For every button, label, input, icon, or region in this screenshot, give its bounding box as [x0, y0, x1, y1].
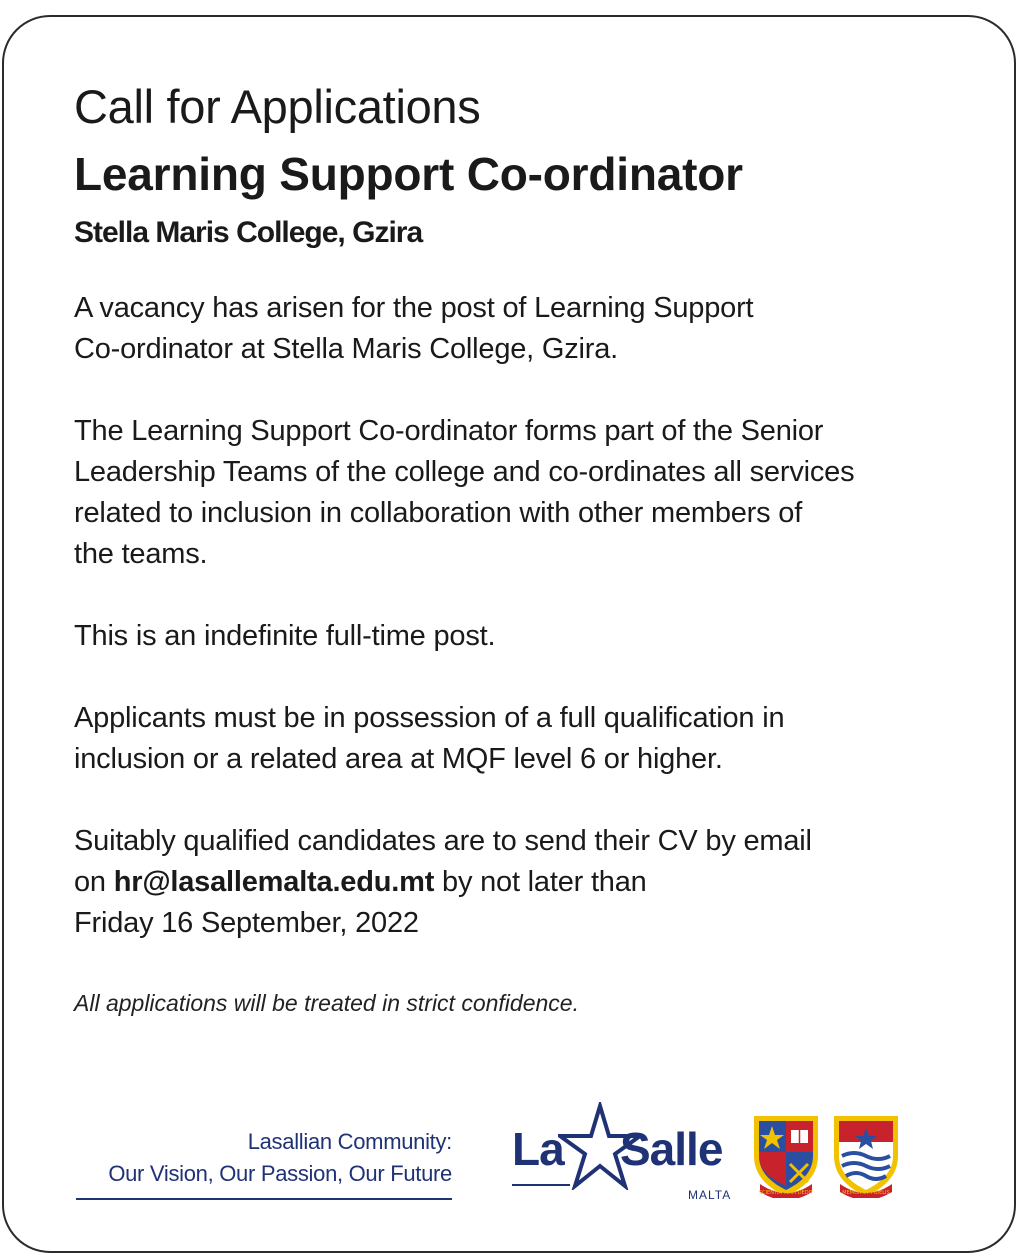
text-line: Leadership Teams of the college and co-ordinates all services	[74, 456, 855, 488]
text-line: inclusion or a related area at MQF level 6 or higher.	[74, 743, 723, 775]
paragraph-apply	[74, 821, 954, 944]
notice-content	[74, 78, 954, 1018]
tagline-line: Lasallian Community:	[247, 1129, 452, 1154]
text-line: Friday 16 September, 2022	[74, 907, 419, 939]
college-crest-right-icon	[830, 1112, 902, 1198]
kicker-heading: Call for Applications	[74, 80, 481, 133]
logo-country: MALTA	[688, 1188, 732, 1202]
text-line	[74, 862, 954, 903]
crest-motto: SCIENTIA VIAM DEDIT	[758, 1190, 814, 1196]
logo-word-la: La	[512, 1123, 564, 1175]
text-fragment: on	[74, 866, 114, 898]
confidentiality-note: All applications will be treated in strict confidence.	[74, 990, 579, 1016]
tagline-line: Our Vision, Our Passion, Our Future	[108, 1161, 452, 1186]
logo-word-salle: Salle	[620, 1123, 723, 1175]
paragraph-role	[74, 411, 954, 575]
paragraph-post-type	[74, 616, 954, 657]
college-name: Stella Maris College, Gzira	[74, 216, 423, 249]
email-link[interactable]: hr@lasallemalta.edu.mt	[113, 866, 435, 898]
logo-underline	[512, 1184, 570, 1186]
paragraph-vacancy	[74, 288, 954, 370]
text-line: Applicants must be in possession of a full qualification in	[74, 702, 785, 734]
text-line: A vacancy has arisen for the post of Learning Support	[74, 292, 754, 324]
footer-divider	[76, 1198, 452, 1200]
crest-motto: MEMOR ET FIDELIS	[842, 1190, 890, 1196]
text-line: The Learning Support Co-ordinator forms part of the Senior	[74, 415, 824, 447]
text-line: This is an indefinite full-time post.	[74, 620, 496, 652]
text-line: Suitably qualified candidates are to send their CV by email	[74, 825, 812, 857]
text-fragment: by not later than	[434, 866, 647, 898]
lasalle-logo	[512, 1102, 732, 1206]
text-line: Co-ordinator at Stella Maris College, Gzira.	[74, 333, 619, 365]
text-line: the teams.	[74, 538, 208, 570]
paragraph-requirements	[74, 698, 954, 780]
job-title: Learning Support Co-ordinator	[74, 148, 743, 200]
text-line: related to inclusion in collaboration with other members of	[74, 497, 803, 529]
footer-tagline	[76, 1126, 452, 1190]
college-crest-left-icon	[750, 1112, 822, 1198]
